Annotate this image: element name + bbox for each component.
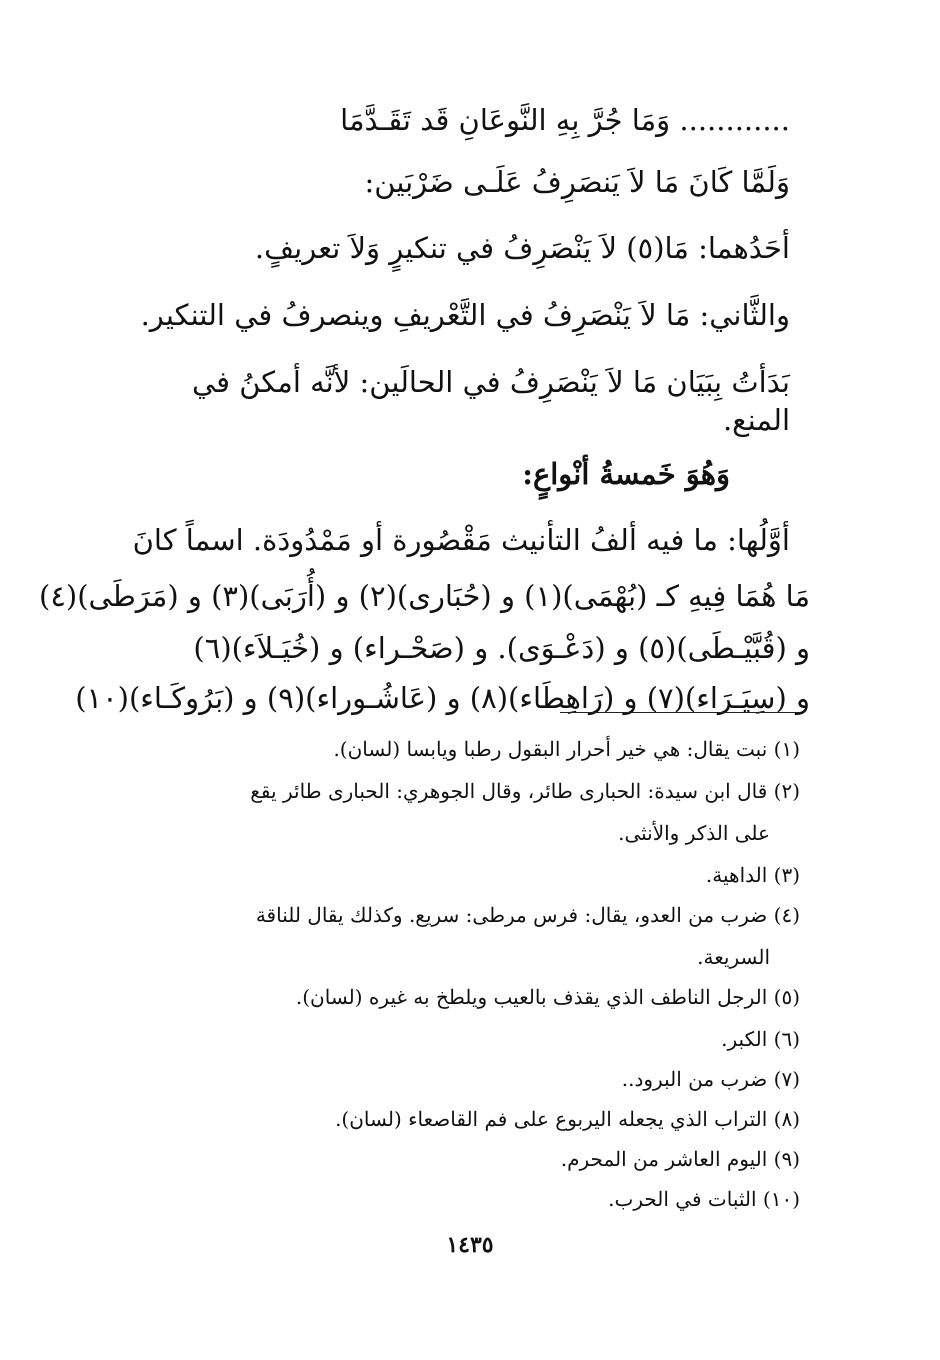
section-heading: وَهُوَ خَمسةُ أنْواعٍ: (522, 457, 730, 491)
footnote-divider (560, 712, 800, 713)
page-number: ١٤٣٥ (446, 1232, 494, 1258)
text-line: مَا هُمَا فِيهِ كـ (بُهْمَى)(١) و (حُبَارى)(٢) و (أُرَبَى)(٣) و (مَرَطَى)(٤) (39, 579, 810, 613)
text-line: بَدَأتُ بِبَيَان مَا لاَ يَنْصَرِفُ في الحالَين: لأنَّه أمكنُ في (191, 365, 790, 399)
footnote: (٧) ضرب من البرود.. (621, 1067, 800, 1091)
footnote: (٨) التراب الذي يجعله اليربوع على فم القاصعاء (لسان). (335, 1107, 800, 1131)
verse-line: ............ وَمَا جُرَّ بِهِ النَّوعَانِ قَد تَقَـدَّمَا (340, 103, 790, 137)
text-line: والثَّاني: مَا لاَ يَنْصَرِفُ في التَّعْريفِ وينصرفُ في التنكير. (140, 298, 790, 332)
text-line: وَلَمَّا كَانَ مَا لاَ يَنصَرِفُ عَلَـى ضَرْبَين: (364, 165, 790, 199)
text-line: و (قُبَّيْـطَى)(٥) و (دَعْـوَى). و (صَحْـراء) و (خُيَـلاَء)(٦) (193, 631, 810, 665)
text-line: أحَدُهما: مَا(٥) لاَ يَنْصَرِفُ في تنكيرٍ وَلاَ تعريفٍ. (254, 231, 790, 265)
footnote: (١) نبت يقال: هي خير أحرار البقول رطبا ويابسا (لسان). (333, 737, 800, 761)
footnote: (٢) قال ابن سيدة: الحبارى طائر، وقال الجوهري: الحبارى طائر يقع (250, 779, 800, 803)
footnote: (٣) الداهية. (705, 863, 800, 887)
text-line: أوَّلُها: ما فيه ألفُ التأنيث مَقْصُورة أو مَمْدُودَة. اسماً كانَ (132, 523, 790, 557)
footnote: (١٠) الثبات في الحرب. (608, 1187, 800, 1211)
footnote-continuation: على الذكر والأنثى. (618, 821, 770, 845)
footnote: (٥) الرجل الناطف الذي يقذف بالعيب ويلطخ به غيره (لسان). (295, 985, 800, 1009)
footnote: (٦) الكبر. (721, 1027, 800, 1051)
text-line: المنع. (722, 403, 790, 437)
footnote: (٤) ضرب من العدو، يقال: فرس مرطى: سريع. وكذلك يقال للناقة (255, 903, 800, 927)
text-line: و (سِيَـرَاء)(٧) و (رَاهِطَاء)(٨) و (عَاشُـوراء)(٩) و (بَرُوكَـاء)(١٠) (75, 681, 810, 715)
footnote: (٩) اليوم العاشر من المحرم. (560, 1147, 800, 1171)
footnote-continuation: السريعة. (697, 945, 770, 969)
